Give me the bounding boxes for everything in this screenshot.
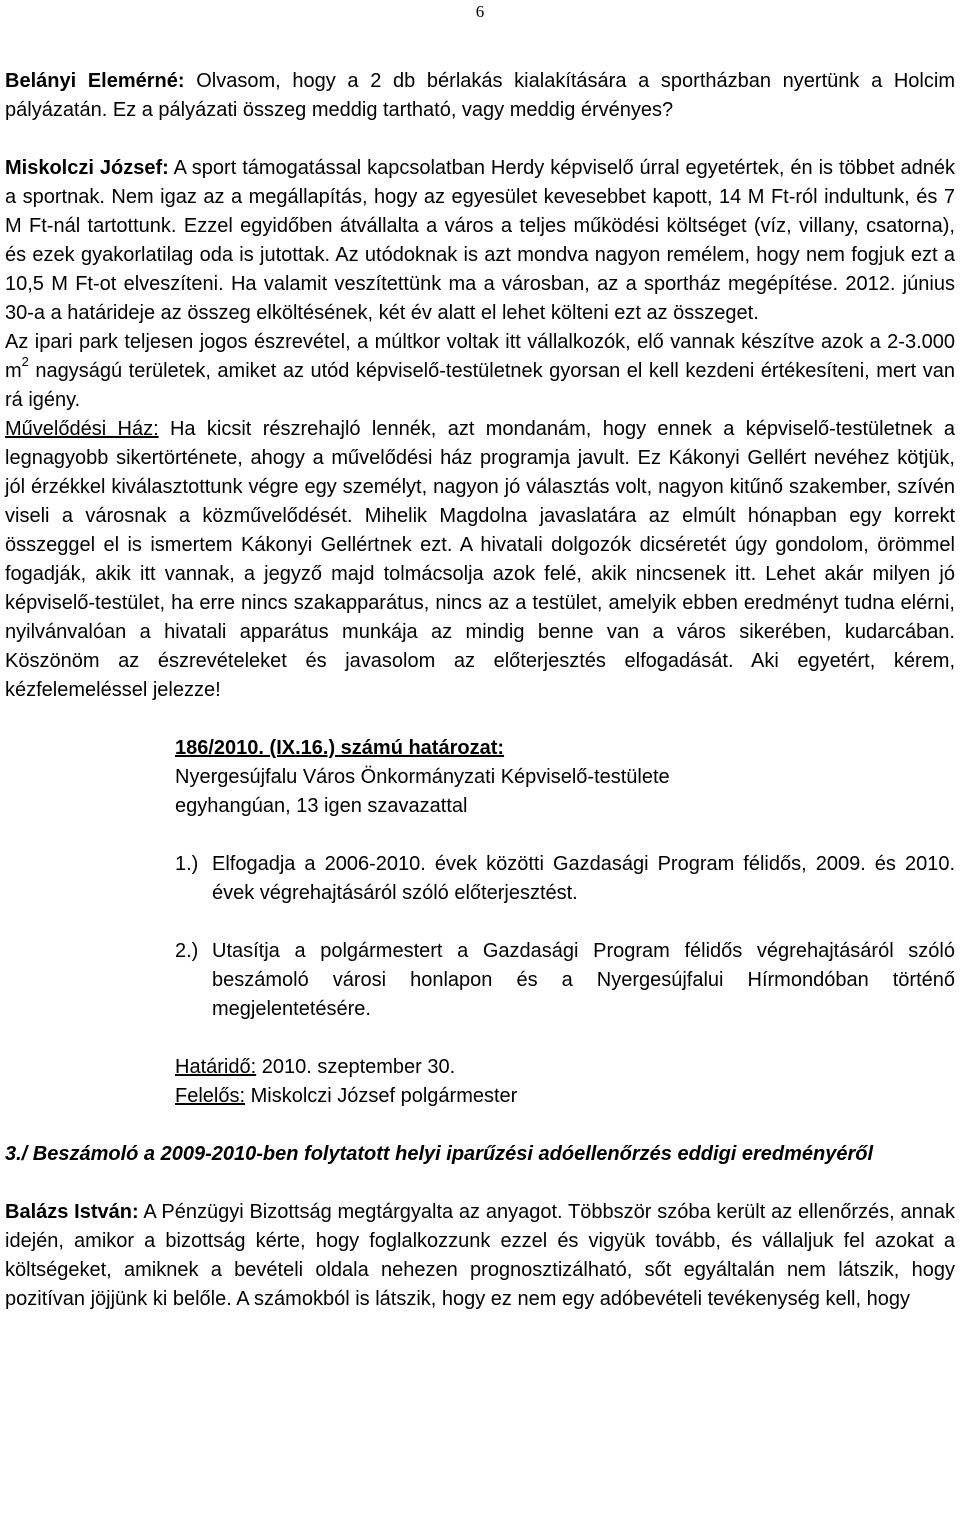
paragraph-text: Az ipari park teljesen jogos észrevétel, a múltkor voltak itt vállalkozók, elő vannak készítve azok a 2-3.000 m — [5, 331, 955, 382]
section-heading: Művelődési Ház: — [5, 418, 159, 440]
item-text: Utasítja a polgármestert a Gazdasági Program félidős végrehajtásáról szóló beszámoló városi honlapon és a Nyergesújfalui Hírmondóban történő megjelentetésére. — [212, 940, 955, 1020]
paragraph-text: Olvasom, hogy a 2 db bérlakás kialakítására a sportházban nyertünk a Holcim pályázatán. Ez a pályázati összeg meddig tartható, vagy meddig érvényes? — [5, 70, 955, 121]
paragraph-miskolczi — [5, 154, 955, 328]
paragraph-belanyi — [5, 67, 955, 125]
resolution-body-line: Nyergesújfalu Város Önkormányzati Képviselő-testülete — [175, 766, 670, 788]
paragraph-text: nagyságú területek, amiket az utód képviselő-testületnek gyorsan el kell kezdeni értékesíteni, mert van rá igény. — [5, 360, 955, 411]
speaker-name: Belányi Elemérné: — [5, 70, 185, 92]
page-number: 6 — [475, 2, 485, 21]
responsible-line — [175, 1082, 955, 1111]
item-number: 2.) — [175, 940, 199, 962]
resolution-item — [175, 937, 955, 1024]
deadline-value: 2010. szeptember 30. — [256, 1056, 456, 1078]
superscript: 2 — [21, 354, 29, 370]
deadline-line — [175, 1053, 955, 1082]
paragraph-balazs — [5, 1198, 955, 1314]
responsible-label: Felelős: — [175, 1085, 246, 1107]
item-number: 1.) — [175, 853, 199, 875]
paragraph-culture-house — [5, 415, 955, 705]
agenda-item-title: 3./ Beszámoló a 2009-2010-ben folytatott helyi iparűzési adóellenőrzés eddigi eredményéről — [5, 1143, 874, 1165]
paragraph-text: Ha kicsit részrehajló lennék, azt mondanám, hogy ennek a képviselő-testületnek a legnagyobb sikertörténete, ahogy a művelődési ház programja javult. Ez Kákonyi Gellért nevéhez kötjük, jól érzékkel kiválasztottunk végre egy személyt, nagyon jó választás volt, nagyon kitűnő szakember, szívén viseli a városnak a közművelődését. Mihelik Magdolna javaslatára az elmúlt hónapban egy korrekt összeggel el is ismertem Kákonyi Gellértnek ezt. A hivatali dolgozók dicséretét úgy gondolom, örömmel fogadják, akik itt vannak, a jegyző majd tolmácsolja azok felé, akik nincsenek itt. Lehet akár milyen jó képviselő-testület, ha erre nincs szakapparátus, nincs az a testület, amelyik ebben eredményt tudna elérni, nyilvánvalóan a hivatali apparátus munkája az mindig benne van a város sikerében, kudarcában. Köszönöm az észrevételeket és javasolom az előterjesztés elfogadását. Aki egyetért, kérem, kézfelemeléssel jelezze! — [5, 418, 955, 701]
resolution-item — [175, 850, 955, 908]
speaker-name: Balázs István: — [5, 1201, 139, 1223]
resolution-title: 186/2010. (IX.16.) számú határozat: — [175, 737, 505, 759]
paragraph-text: A Pénzügyi Bizottság megtárgyalta az anyagot. Többször szóba került az ellenőrzés, annak idején, amikor a bizottság kérte, hogy foglalkozzunk ezzel és vigyük tovább, és vállaljuk fel azokat a költségeket, amiknek a bevételi oldala nehezen prognosztizálható, sőt egyáltalán nem látszik, hogy pozitívan jöjjünk ki belőle. A számokból is látszik, hogy ez nem egy adóbevételi tevékenység kell, hogy — [5, 1201, 956, 1310]
item-text: Elfogadja a 2006-2010. évek közötti Gazdasági Program félidős, 2009. és 2010. évek végrehajtásáról szóló előterjesztést. — [212, 853, 955, 904]
paragraph-text: A sport támogatással kapcsolatban Herdy képviselő úrral egyetértek, én is többet adnék a sportnak. Nem igaz az a megállapítás, hogy az egyesület kevesebbet kapott, 14 M Ft-ról indultunk, és 7 M Ft-nál tartottunk. Ezzel egyidőben átvállalta a város a teljes működési költséget (víz, villany, csatorna), és ezek gyakorlatilag oda is jutottak. Az utódoknak is azt mondva nagyon remélem, hogy nem fogjuk ezt a 10,5 M Ft-ot elveszíteni. Ha valamit veszítettünk ma a városban, az a sportház megépítése. 2012. június 30-a a határideje az összeg elköltésének, két év alatt el lehet költeni ezt az összeget. — [5, 157, 956, 324]
speaker-name: Miskolczi József: — [5, 157, 169, 179]
resolution-body-line: egyhangúan, 13 igen szavazattal — [175, 795, 468, 817]
deadline-label: Határidő: — [175, 1056, 257, 1078]
resolution-block — [175, 734, 955, 1111]
document-body — [5, 67, 955, 1314]
responsible-value: Miskolczi József polgármester — [245, 1085, 518, 1107]
paragraph-industrial-park — [5, 328, 955, 415]
